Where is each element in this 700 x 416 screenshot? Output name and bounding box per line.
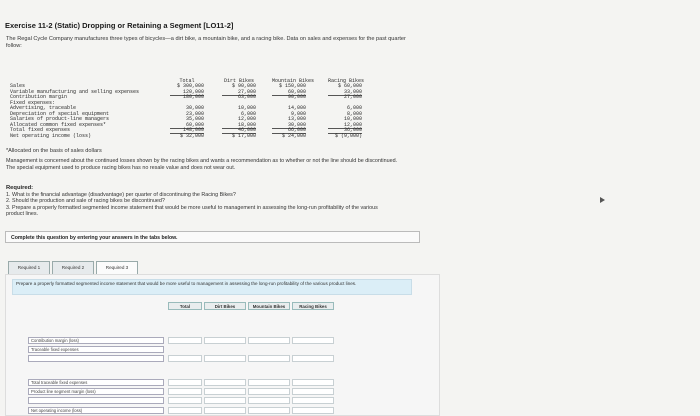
answer-panel bbox=[5, 274, 440, 416]
cell: 27,000 bbox=[343, 94, 362, 100]
answer-row bbox=[28, 388, 338, 396]
grid-col-racing: Racing Bikes bbox=[292, 302, 334, 310]
cell: $ 60,000 bbox=[337, 83, 362, 89]
exercise-intro: The Regal Cycle Company manufactures three types of bicycles—a dirt bike, a mountain bike, and a racing bike. Data on sales and expenses for the past quarter follow: bbox=[6, 36, 406, 49]
answer-input[interactable] bbox=[248, 388, 290, 395]
cell: 23,000 bbox=[185, 110, 204, 117]
cell: 46,000 bbox=[222, 128, 256, 134]
cell: $ 32,000 bbox=[179, 132, 204, 139]
answer-row bbox=[28, 346, 338, 354]
answer-input[interactable] bbox=[248, 379, 290, 386]
cell: 18,000 bbox=[222, 123, 256, 129]
cell: 60,000 bbox=[272, 90, 306, 96]
answer-input[interactable] bbox=[204, 355, 246, 362]
answer-input[interactable] bbox=[292, 407, 334, 414]
answer-input[interactable] bbox=[168, 337, 202, 344]
answer-row bbox=[28, 355, 338, 363]
mouse-cursor-icon bbox=[600, 197, 605, 203]
row-label-select[interactable]: Traceable fixed expenses bbox=[28, 346, 164, 353]
required-item: 2. Should the production and sale of racing bikes be discontinued? bbox=[6, 198, 165, 205]
row-label-select[interactable] bbox=[28, 397, 164, 404]
answer-input[interactable] bbox=[168, 388, 202, 395]
answer-input[interactable] bbox=[204, 397, 246, 404]
cell: $ (9,000) bbox=[334, 132, 362, 139]
answer-input[interactable] bbox=[168, 407, 202, 414]
cell: 66,000 bbox=[272, 128, 306, 134]
answer-input[interactable] bbox=[292, 388, 334, 395]
required-title: Required: bbox=[6, 185, 34, 191]
answer-input[interactable] bbox=[292, 397, 334, 404]
table-header-row bbox=[10, 68, 410, 84]
cell: 10,000 bbox=[237, 105, 256, 111]
row-label-select[interactable] bbox=[28, 355, 164, 362]
cell: 35,000 bbox=[185, 116, 204, 122]
row-label: Variable manufacturing and selling expenses bbox=[10, 88, 140, 95]
row-label: Net operating income (loss) bbox=[10, 132, 92, 139]
col-total: Total bbox=[179, 77, 195, 84]
row-label: Depreciation of special equipment bbox=[10, 110, 110, 117]
answer-input[interactable] bbox=[204, 337, 246, 344]
row-label: Sales bbox=[10, 83, 26, 89]
cell: $ 150,000 bbox=[278, 83, 306, 89]
cell: 12,000 bbox=[328, 123, 362, 129]
row-label: Contribution margin bbox=[10, 94, 68, 100]
row-label: Fixed expenses: bbox=[10, 99, 56, 106]
answer-input[interactable] bbox=[204, 388, 246, 395]
row-label-select[interactable]: Product line segment margin (loss) bbox=[28, 388, 164, 395]
cell: 12,000 bbox=[237, 116, 256, 122]
row-label: Total fixed expenses bbox=[10, 127, 71, 133]
answer-row bbox=[28, 397, 338, 405]
cell: 6,000 bbox=[240, 110, 256, 117]
cell: 33,000 bbox=[328, 90, 362, 96]
tab-required-3[interactable]: Required 3 bbox=[96, 261, 138, 274]
row-label: Salaries of product-line managers bbox=[10, 116, 110, 122]
cell: 10,000 bbox=[343, 116, 362, 122]
cell: 180,000 bbox=[182, 94, 204, 100]
answer-input[interactable] bbox=[168, 397, 202, 404]
cell: 60,000 bbox=[170, 123, 204, 129]
answer-input[interactable] bbox=[248, 355, 290, 362]
col-racing: Racing Bikes bbox=[328, 77, 365, 84]
cell: 148,000 bbox=[170, 128, 204, 134]
row-label: Allocated common fixed expenses* bbox=[10, 121, 107, 128]
cell: 30,000 bbox=[272, 123, 306, 129]
answer-input[interactable] bbox=[248, 407, 290, 414]
table-row bbox=[10, 134, 410, 140]
row-label: Advertising, traceable bbox=[10, 105, 77, 111]
answer-input[interactable] bbox=[292, 337, 334, 344]
tab-required-2[interactable]: Required 2 bbox=[52, 261, 94, 274]
cell: 8,000 bbox=[346, 110, 362, 117]
tab-required-1[interactable]: Required 1 bbox=[8, 261, 50, 274]
cell: 63,000 bbox=[237, 94, 256, 100]
table-footnote: *Allocated on the basis of sales dollars bbox=[6, 148, 102, 154]
cell: 30,000 bbox=[185, 105, 204, 111]
answer-row bbox=[28, 407, 338, 415]
answer-input[interactable] bbox=[248, 397, 290, 404]
cell: 27,000 bbox=[222, 90, 256, 96]
answer-input[interactable] bbox=[292, 355, 334, 362]
answer-input[interactable] bbox=[168, 355, 202, 362]
panel-question: Prepare a properly formatted segmented income statement that would be more useful to management in assessing the long-run profitability of the various product lines. bbox=[12, 279, 412, 295]
income-table bbox=[10, 68, 410, 139]
required-item: 3. Prepare a properly formatted segmented income statement that would be more useful to management in assessing the long-run profitability of the various product lines. bbox=[6, 204, 378, 217]
answer-row bbox=[28, 337, 338, 345]
cell: 36,000 bbox=[328, 128, 362, 134]
cell: $ 300,000 bbox=[176, 83, 204, 89]
grid-col-dirt: Dirt Bikes bbox=[204, 302, 246, 310]
cell: 14,000 bbox=[287, 105, 306, 111]
cell: $ 24,000 bbox=[281, 132, 306, 139]
cell: 9,000 bbox=[290, 110, 306, 117]
management-text: Management is concerned about the continued losses shown by the racing bikes and wants a recommendation as to whether or not the line should be discontinued. The special equipment used to produce racing bikes has no resale value and does not wear out. bbox=[6, 158, 398, 171]
col-dirt: Dirt Bikes bbox=[223, 77, 254, 84]
grid-col-mountain: Mountain Bikes bbox=[248, 302, 290, 310]
answer-input[interactable] bbox=[248, 337, 290, 344]
answer-row bbox=[28, 379, 338, 387]
required-tabs bbox=[8, 261, 140, 274]
exercise-title: Exercise 11-2 (Static) Dropping or Retaining a Segment [LO11-2] bbox=[5, 21, 234, 30]
required-item: 1. What is the financial advantage (disadvantage) per quarter of discontinuing the Racing Bikes? bbox=[6, 192, 236, 198]
cell: 120,000 bbox=[170, 90, 204, 96]
grid-col-total: Total bbox=[168, 302, 202, 310]
row-label-select[interactable]: Contribution margin (loss) bbox=[28, 337, 164, 344]
answer-input[interactable] bbox=[204, 379, 246, 386]
cell: 6,000 bbox=[346, 105, 362, 111]
answer-input[interactable] bbox=[168, 379, 202, 386]
cell: 13,000 bbox=[287, 116, 306, 122]
col-mountain: Mountain Bikes bbox=[272, 77, 315, 84]
required-list bbox=[6, 192, 386, 217]
answer-input[interactable] bbox=[204, 407, 246, 414]
row-label-select[interactable]: Net operating income (loss) bbox=[28, 407, 164, 414]
row-label-select[interactable]: Total traceable fixed expenses bbox=[28, 379, 164, 386]
cell: $ 90,000 bbox=[231, 83, 256, 89]
answer-input[interactable] bbox=[292, 379, 334, 386]
cell: $ 17,000 bbox=[231, 132, 256, 139]
cell: 90,000 bbox=[287, 94, 306, 100]
instruction-banner: Complete this question by entering your answers in the tabs below. bbox=[5, 231, 420, 243]
